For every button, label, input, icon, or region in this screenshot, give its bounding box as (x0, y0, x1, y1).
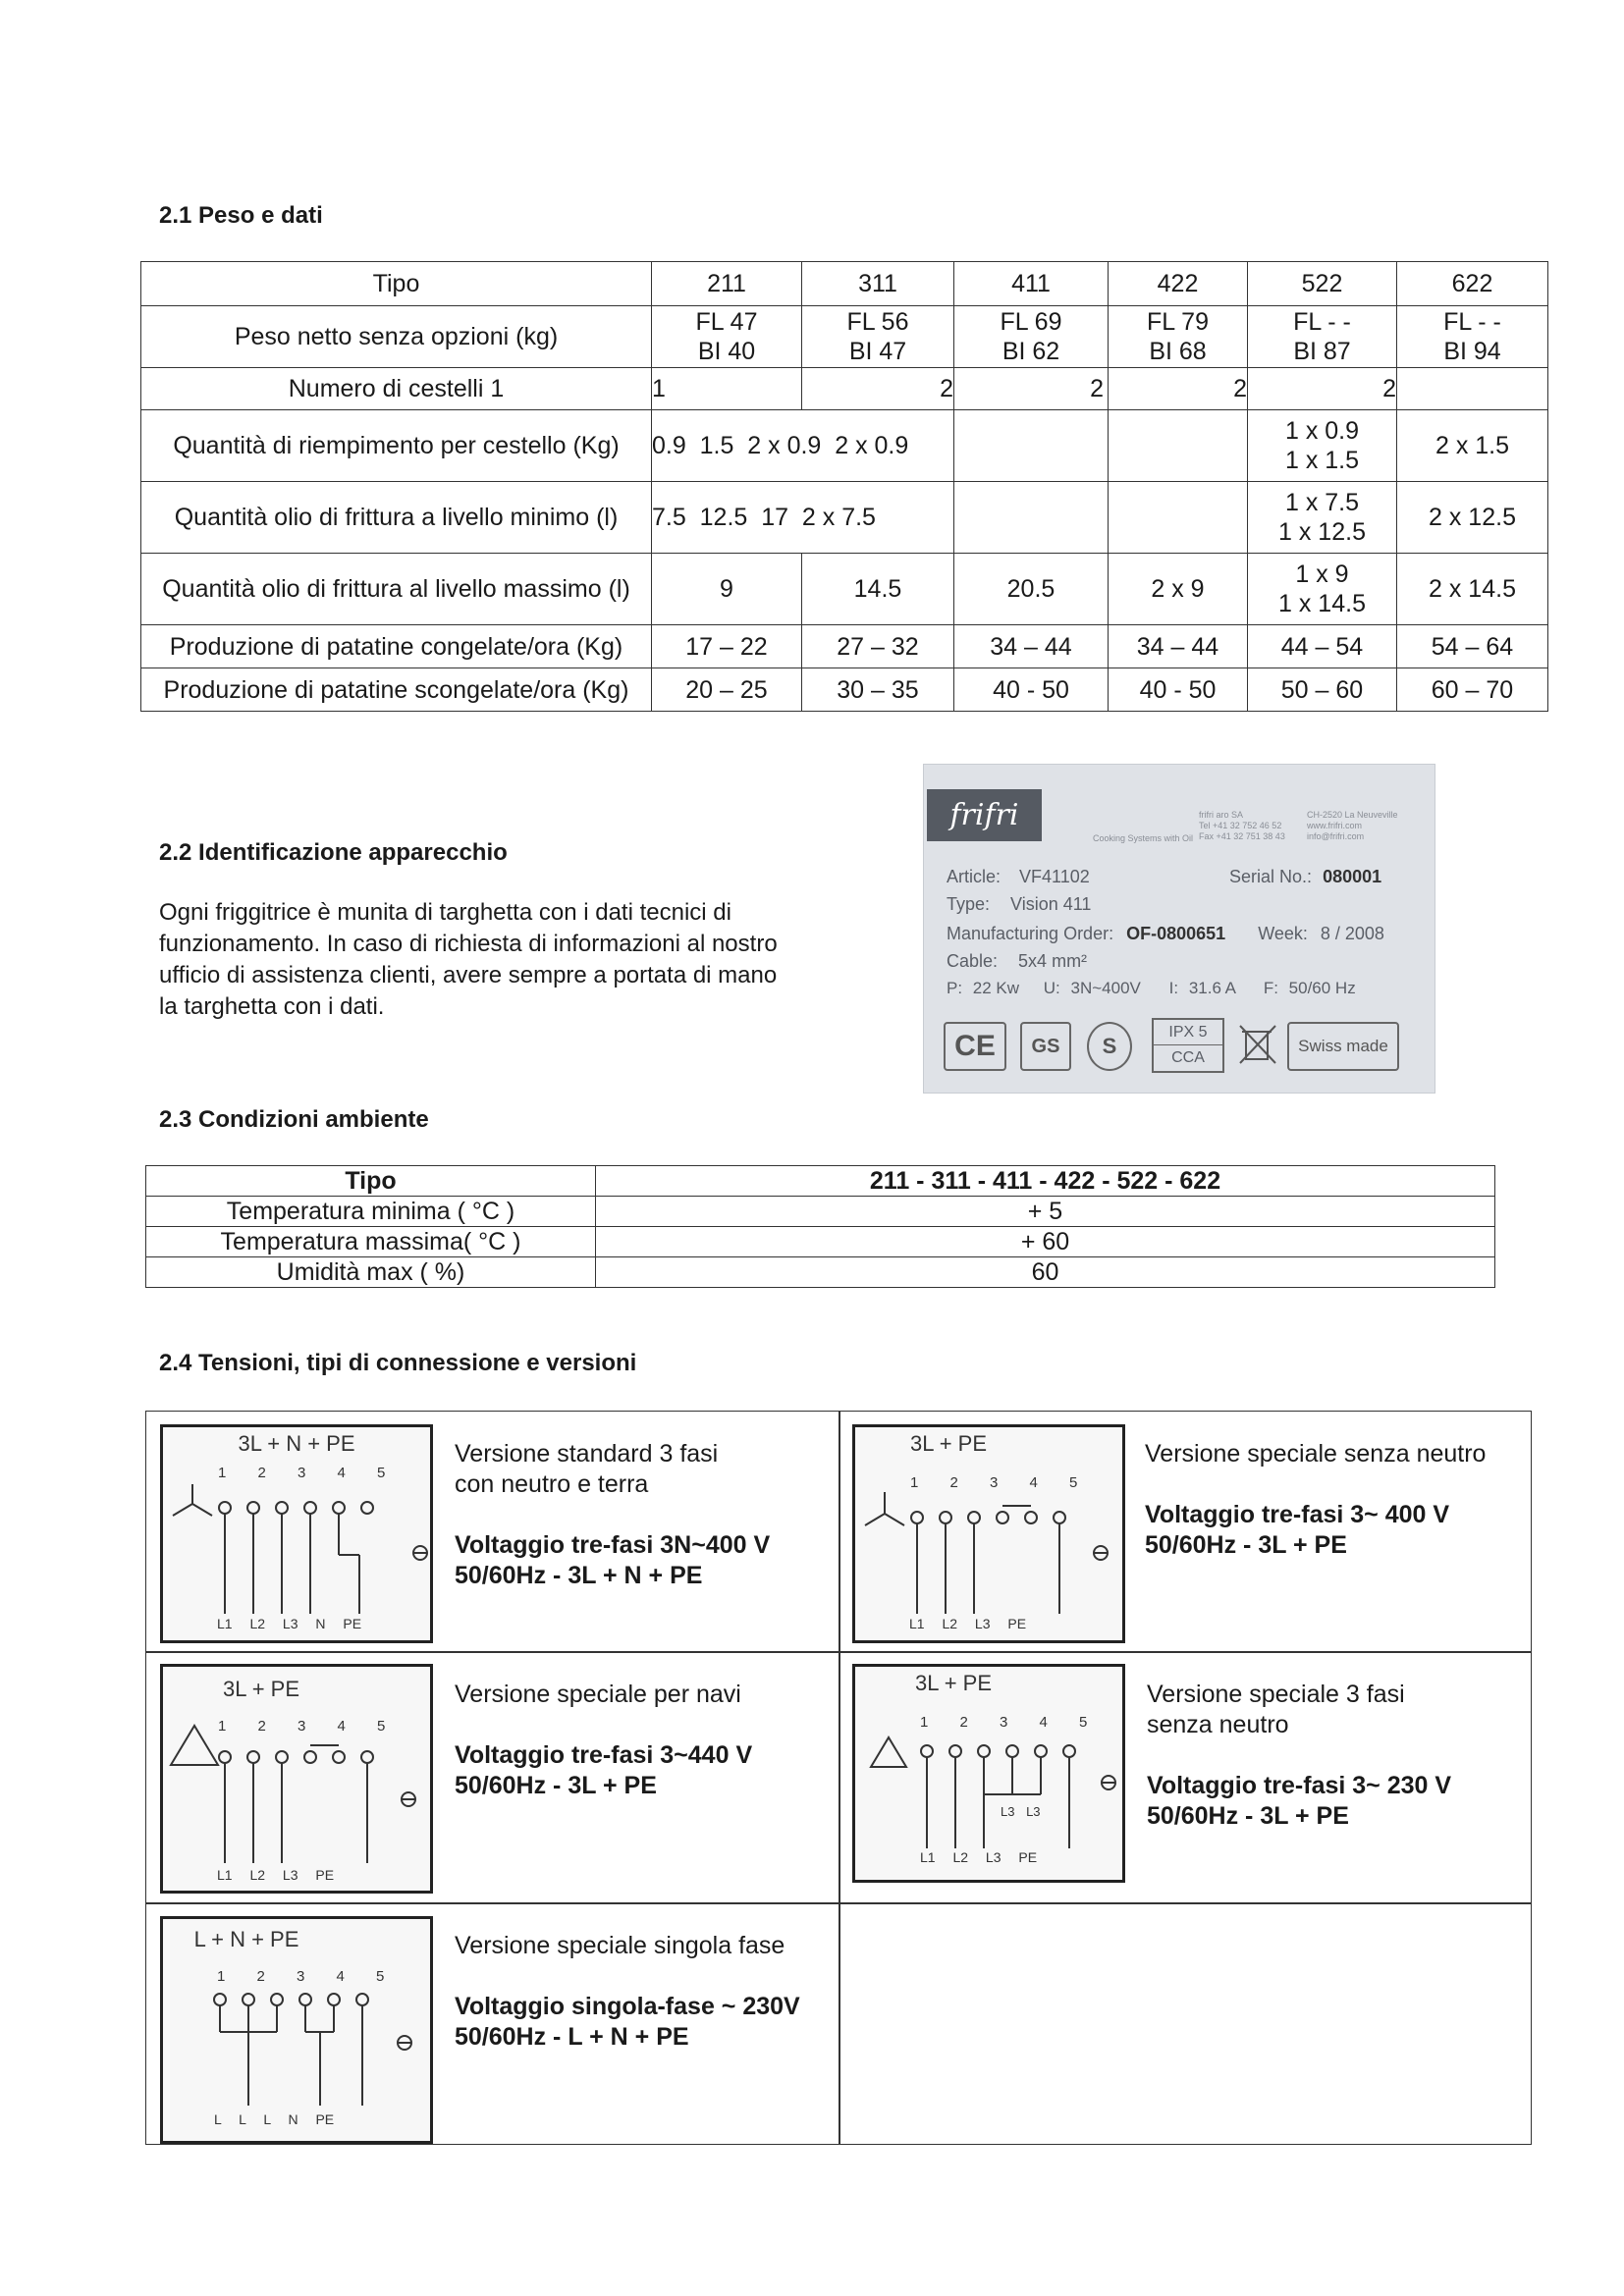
diagram-title: 3L + PE (222, 1677, 300, 1701)
version-single-phase-text (455, 1931, 800, 2053)
gs-mark-icon: GS (1020, 1022, 1071, 1071)
grid-divider (839, 1902, 840, 2144)
version-desc-line: Versione speciale singola fase (455, 1932, 785, 1959)
table-cell: 2 x 14.5 (1397, 554, 1548, 625)
table-cell (954, 482, 1109, 554)
voltage-line: Voltaggio tre-fasi 3~ 230 V (1147, 1772, 1452, 1799)
wiring-diagram-3-phase-230 (852, 1664, 1125, 1883)
table-cell: 2 (954, 368, 1109, 410)
ipx-cca-box (1152, 1018, 1224, 1073)
table-cell: 40 - 50 (954, 668, 1109, 712)
grid-divider (839, 1411, 840, 1902)
voltage-line: Voltaggio tre-fasi 3~ 400 V (1145, 1501, 1450, 1528)
cell-line: FL - - (1293, 308, 1351, 336)
terminal-numbers: 1 2 3 4 5 (217, 1968, 399, 1985)
voltage-line: 50/60Hz - L + N + PE (455, 2023, 689, 2051)
table-cell: 20.5 (954, 554, 1109, 625)
version-desc-line: con neutro e terra (455, 1470, 649, 1498)
table-cell: 2 (1109, 368, 1248, 410)
cell-line: 1 x 14.5 (1278, 590, 1366, 617)
table-row (141, 410, 1548, 482)
section-21-title: 2.1 Peso e dati (159, 202, 323, 229)
terminal-numbers: 1 2 3 4 5 (218, 1465, 400, 1481)
table-cell: 17 – 22 (652, 625, 802, 668)
plate-p-label: P: (947, 979, 963, 997)
table-cell: 50 – 60 (1248, 668, 1397, 712)
row-label: Numero di cestelli 1 (141, 368, 652, 410)
table-cell: 60 – 70 (1397, 668, 1548, 712)
table-cell (1109, 482, 1248, 554)
wiring-diagram-3l-pe (852, 1424, 1125, 1643)
weight-data-table (140, 261, 1548, 712)
cell-line: BI 40 (697, 338, 756, 365)
wiring-lines (163, 1427, 430, 1640)
table-cell: 2 x 1.5 (1397, 410, 1548, 482)
plate-cable-label: Cable: (947, 951, 999, 971)
frifri-logo: frifri (927, 789, 1042, 841)
plate-f-value: 50/60 Hz (1288, 979, 1356, 997)
wiring-lines (855, 1427, 1122, 1640)
cell-line: FL - - (1443, 308, 1501, 336)
cca-label: CCA (1171, 1049, 1205, 1066)
voltage-line: 50/60Hz - 3L + PE (1145, 1531, 1347, 1559)
plate-address (1307, 810, 1398, 842)
cell-line: BI 87 (1293, 338, 1351, 365)
plate-cable-value: 5x4 mm² (1018, 951, 1088, 971)
terminal-numbers: 1 2 3 4 5 (910, 1474, 1092, 1491)
section-23-title: 2.3 Condizioni ambiente (159, 1106, 429, 1133)
table-cell: 54 – 64 (1397, 625, 1548, 668)
table-cell (1109, 306, 1248, 368)
cell-line: 1 x 12.5 (1278, 518, 1366, 546)
plate-company-line: Tel +41 32 752 46 52 (1199, 821, 1282, 830)
rating-plate-photo (923, 764, 1435, 1094)
plate-serial-value: 080001 (1323, 867, 1382, 886)
plate-order-label: Manufacturing Order: (947, 924, 1114, 943)
table-cell: 0.9 1.5 2 x 0.9 2 x 0.9 (652, 410, 954, 482)
wiring-lines (163, 1667, 430, 1891)
terminal-labels: L1 L2 L3 PE (217, 1867, 335, 1883)
table-cell: 34 – 44 (954, 625, 1109, 668)
paragraph-line: ufficio di assistenza clienti, avere sempre a portata di mano (159, 962, 778, 988)
table-cell (1397, 306, 1548, 368)
plate-article-label: Article: (947, 867, 1001, 886)
row-label: Quantità di riempimento per cestello (Kg) (141, 410, 652, 482)
plate-i-value: 31.6 A (1188, 979, 1236, 997)
plate-article-value: VF41102 (1019, 867, 1090, 886)
voltage-line: 50/60Hz - 3L + PE (1147, 1802, 1349, 1830)
cell-line: BI 47 (848, 338, 907, 365)
table-cell: Temperatura massima( °C ) (146, 1227, 596, 1257)
plate-cable-row (947, 951, 1087, 972)
version-230-text (1147, 1680, 1451, 1832)
cell-line: 1 x 0.9 (1284, 417, 1360, 445)
diagram-title: 3L + PE (914, 1671, 993, 1695)
cell-line: FL 56 (846, 308, 909, 336)
terminal-labels: L L L N PE (214, 2111, 335, 2127)
plate-order-row (947, 924, 1384, 944)
plate-article-row (947, 867, 1090, 887)
plate-serial-label: Serial No.: (1229, 867, 1313, 886)
wiring-lines (163, 1919, 430, 2141)
terminal-labels: L1 L2 L3 PE (920, 1849, 1038, 1865)
diagram-title: 3L + N + PE (238, 1431, 355, 1456)
cell-line: FL 79 (1146, 308, 1209, 336)
terminal-labels: L1 L2 L3 N PE (217, 1616, 362, 1631)
version-no-neutral-text (1145, 1439, 1486, 1561)
wiring-lines (855, 1667, 1122, 1880)
swiss-made-badge: Swiss made (1287, 1022, 1399, 1071)
version-desc-line: Versione speciale 3 fasi (1147, 1681, 1405, 1708)
table-row (141, 554, 1548, 625)
diagram-title: L + N + PE (193, 1927, 299, 1951)
plate-type-label: Type: (947, 894, 991, 914)
plate-company (1199, 810, 1285, 842)
table-cell (1248, 410, 1397, 482)
s-mark-icon: S (1087, 1022, 1132, 1071)
table-cell: 2 x 12.5 (1397, 482, 1548, 554)
paragraph-line: la targhetta con i dati. (159, 993, 385, 1020)
table-cell (1248, 482, 1397, 554)
plate-order-value: OF-0800651 (1126, 924, 1226, 943)
section-24-title: 2.4 Tensioni, tipi di connessione e versioni (159, 1350, 637, 1376)
wiring-diagram-ships (160, 1664, 433, 1894)
paragraph-line: Ogni friggitrice è munita di targhetta con i dati tecnici di (159, 899, 731, 926)
cell-line: FL 47 (695, 308, 758, 336)
table-cell: 2 x 9 (1109, 554, 1248, 625)
plate-address-line: CH-2520 La Neuveville (1307, 810, 1398, 820)
table-row (146, 1197, 1495, 1227)
table-cell: 14.5 (802, 554, 954, 625)
section-22-title: 2.2 Identificazione apparecchio (159, 839, 508, 866)
header-cell: 311 (802, 262, 954, 306)
table-cell: 60 (596, 1257, 1495, 1288)
table-cell: 1 (652, 368, 802, 410)
table-cell: Umidità max ( %) (146, 1257, 596, 1288)
version-desc-line: Versione standard 3 fasi (455, 1440, 719, 1468)
header-cell: Tipo (146, 1166, 596, 1197)
table-cell: 2 (802, 368, 954, 410)
table-row (141, 306, 1548, 368)
grid-divider (145, 1902, 1531, 1904)
voltage-line: Voltaggio tre-fasi 3N~400 V (455, 1531, 771, 1559)
cell-line: 1 x 7.5 (1284, 489, 1360, 516)
diagram-title: 3L + PE (909, 1431, 988, 1456)
plate-company-line: frifri aro SA (1199, 810, 1244, 820)
table-cell: + 60 (596, 1227, 1495, 1257)
table-cell: 2 (1248, 368, 1397, 410)
row-label: Produzione di patatine scongelate/ora (Kg) (141, 668, 652, 712)
cell-line: 1 x 1.5 (1284, 447, 1360, 474)
table-cell: 30 – 35 (802, 668, 954, 712)
header-cell: 422 (1109, 262, 1248, 306)
cell-line: BI 62 (1001, 338, 1060, 365)
table-cell: 40 - 50 (1109, 668, 1248, 712)
version-ships-text (455, 1680, 752, 1801)
table-cell (1248, 554, 1397, 625)
version-desc-line: Versione speciale senza neutro (1145, 1440, 1487, 1468)
row-label: Produzione di patatine congelate/ora (Kg) (141, 625, 652, 668)
grid-divider (145, 1651, 1531, 1653)
voltage-line: 50/60Hz - 3L + PE (455, 1772, 657, 1799)
cell-line: BI 94 (1443, 338, 1501, 365)
table-cell: 44 – 54 (1248, 625, 1397, 668)
table-row (141, 262, 1548, 306)
cell-line: BI 68 (1149, 338, 1207, 365)
table-row (141, 368, 1548, 410)
plate-p-value: 22 Kw (972, 979, 1020, 997)
section-22-text (159, 897, 778, 1023)
weee-bin-icon (1236, 1022, 1279, 1067)
table-cell (1109, 410, 1248, 482)
plate-f-label: F: (1263, 979, 1278, 997)
terminal-numbers: 1 2 3 4 5 (920, 1714, 1102, 1731)
cell-line: FL 69 (1000, 308, 1062, 336)
plate-type-row (947, 894, 1091, 915)
cell-line: 1 x 9 (1295, 561, 1349, 588)
table-cell: + 5 (596, 1197, 1495, 1227)
plate-week-label: Week: (1258, 924, 1308, 943)
header-cell: Tipo (141, 262, 652, 306)
header-cell: 211 - 311 - 411 - 422 - 522 - 622 (596, 1166, 1495, 1197)
plate-address-line: info@frifri.com (1307, 831, 1365, 841)
plate-u-value: 3N~400V (1070, 979, 1141, 997)
ce-mark-icon: CE (944, 1022, 1006, 1071)
row-label: Quantità olio di frittura al livello massimo (l) (141, 554, 652, 625)
table-cell (954, 306, 1109, 368)
plate-company-line: Fax +41 32 751 38 43 (1199, 831, 1285, 841)
wiring-diagram-single-phase (160, 1916, 433, 2144)
plate-u-label: U: (1043, 979, 1060, 997)
plate-electrical-row (947, 979, 1356, 998)
table-cell: 9 (652, 554, 802, 625)
plate-serial-row (1229, 867, 1381, 887)
plate-address-line: www.frifri.com (1307, 821, 1362, 830)
table-cell (954, 410, 1109, 482)
plate-type-value: Vision 411 (1010, 894, 1092, 914)
table-cell (1248, 306, 1397, 368)
row-label: Quantità olio di frittura a livello minimo (l) (141, 482, 652, 554)
table-cell (802, 306, 954, 368)
wiring-diagram-3l-n-pe (160, 1424, 433, 1643)
table-cell (652, 306, 802, 368)
table-row (146, 1227, 1495, 1257)
table-cell (1397, 368, 1548, 410)
terminal-numbers: 1 2 3 4 5 (218, 1718, 400, 1735)
plate-tagline: Cooking Systems with Oil (1093, 833, 1194, 843)
voltage-line: 50/60Hz - 3L + N + PE (455, 1562, 703, 1589)
table-row (141, 668, 1548, 712)
version-desc-line: Versione speciale per navi (455, 1681, 741, 1708)
table-cell: 20 – 25 (652, 668, 802, 712)
plate-i-label: I: (1168, 979, 1179, 997)
version-standard-text (455, 1439, 770, 1591)
ambient-conditions-table (145, 1165, 1495, 1288)
table-cell: 34 – 44 (1109, 625, 1248, 668)
table-cell: 7.5 12.5 17 2 x 7.5 (652, 482, 954, 554)
table-row (146, 1166, 1495, 1197)
header-cell: 522 (1248, 262, 1397, 306)
version-desc-line: senza neutro (1147, 1711, 1289, 1738)
terminal-labels: L1 L2 L3 PE (909, 1616, 1027, 1631)
extra-terminal-labels: L3 L3 (1001, 1804, 1041, 1819)
header-cell: 411 (954, 262, 1109, 306)
plate-week-value: 8 / 2008 (1320, 924, 1384, 943)
table-row (141, 625, 1548, 668)
table-cell: Temperatura minima ( °C ) (146, 1197, 596, 1227)
table-row (146, 1257, 1495, 1288)
table-cell: 27 – 32 (802, 625, 954, 668)
voltage-line: Voltaggio tre-fasi 3~440 V (455, 1741, 753, 1769)
header-cell: 622 (1397, 262, 1548, 306)
header-cell: 211 (652, 262, 802, 306)
voltage-line: Voltaggio singola-fase ~ 230V (455, 1993, 800, 2020)
row-label: Peso netto senza opzioni (kg) (141, 306, 652, 368)
table-row (141, 482, 1548, 554)
ipx-label: IPX 5 (1154, 1020, 1222, 1045)
paragraph-line: funzionamento. In caso di richiesta di informazioni al nostro (159, 931, 778, 957)
